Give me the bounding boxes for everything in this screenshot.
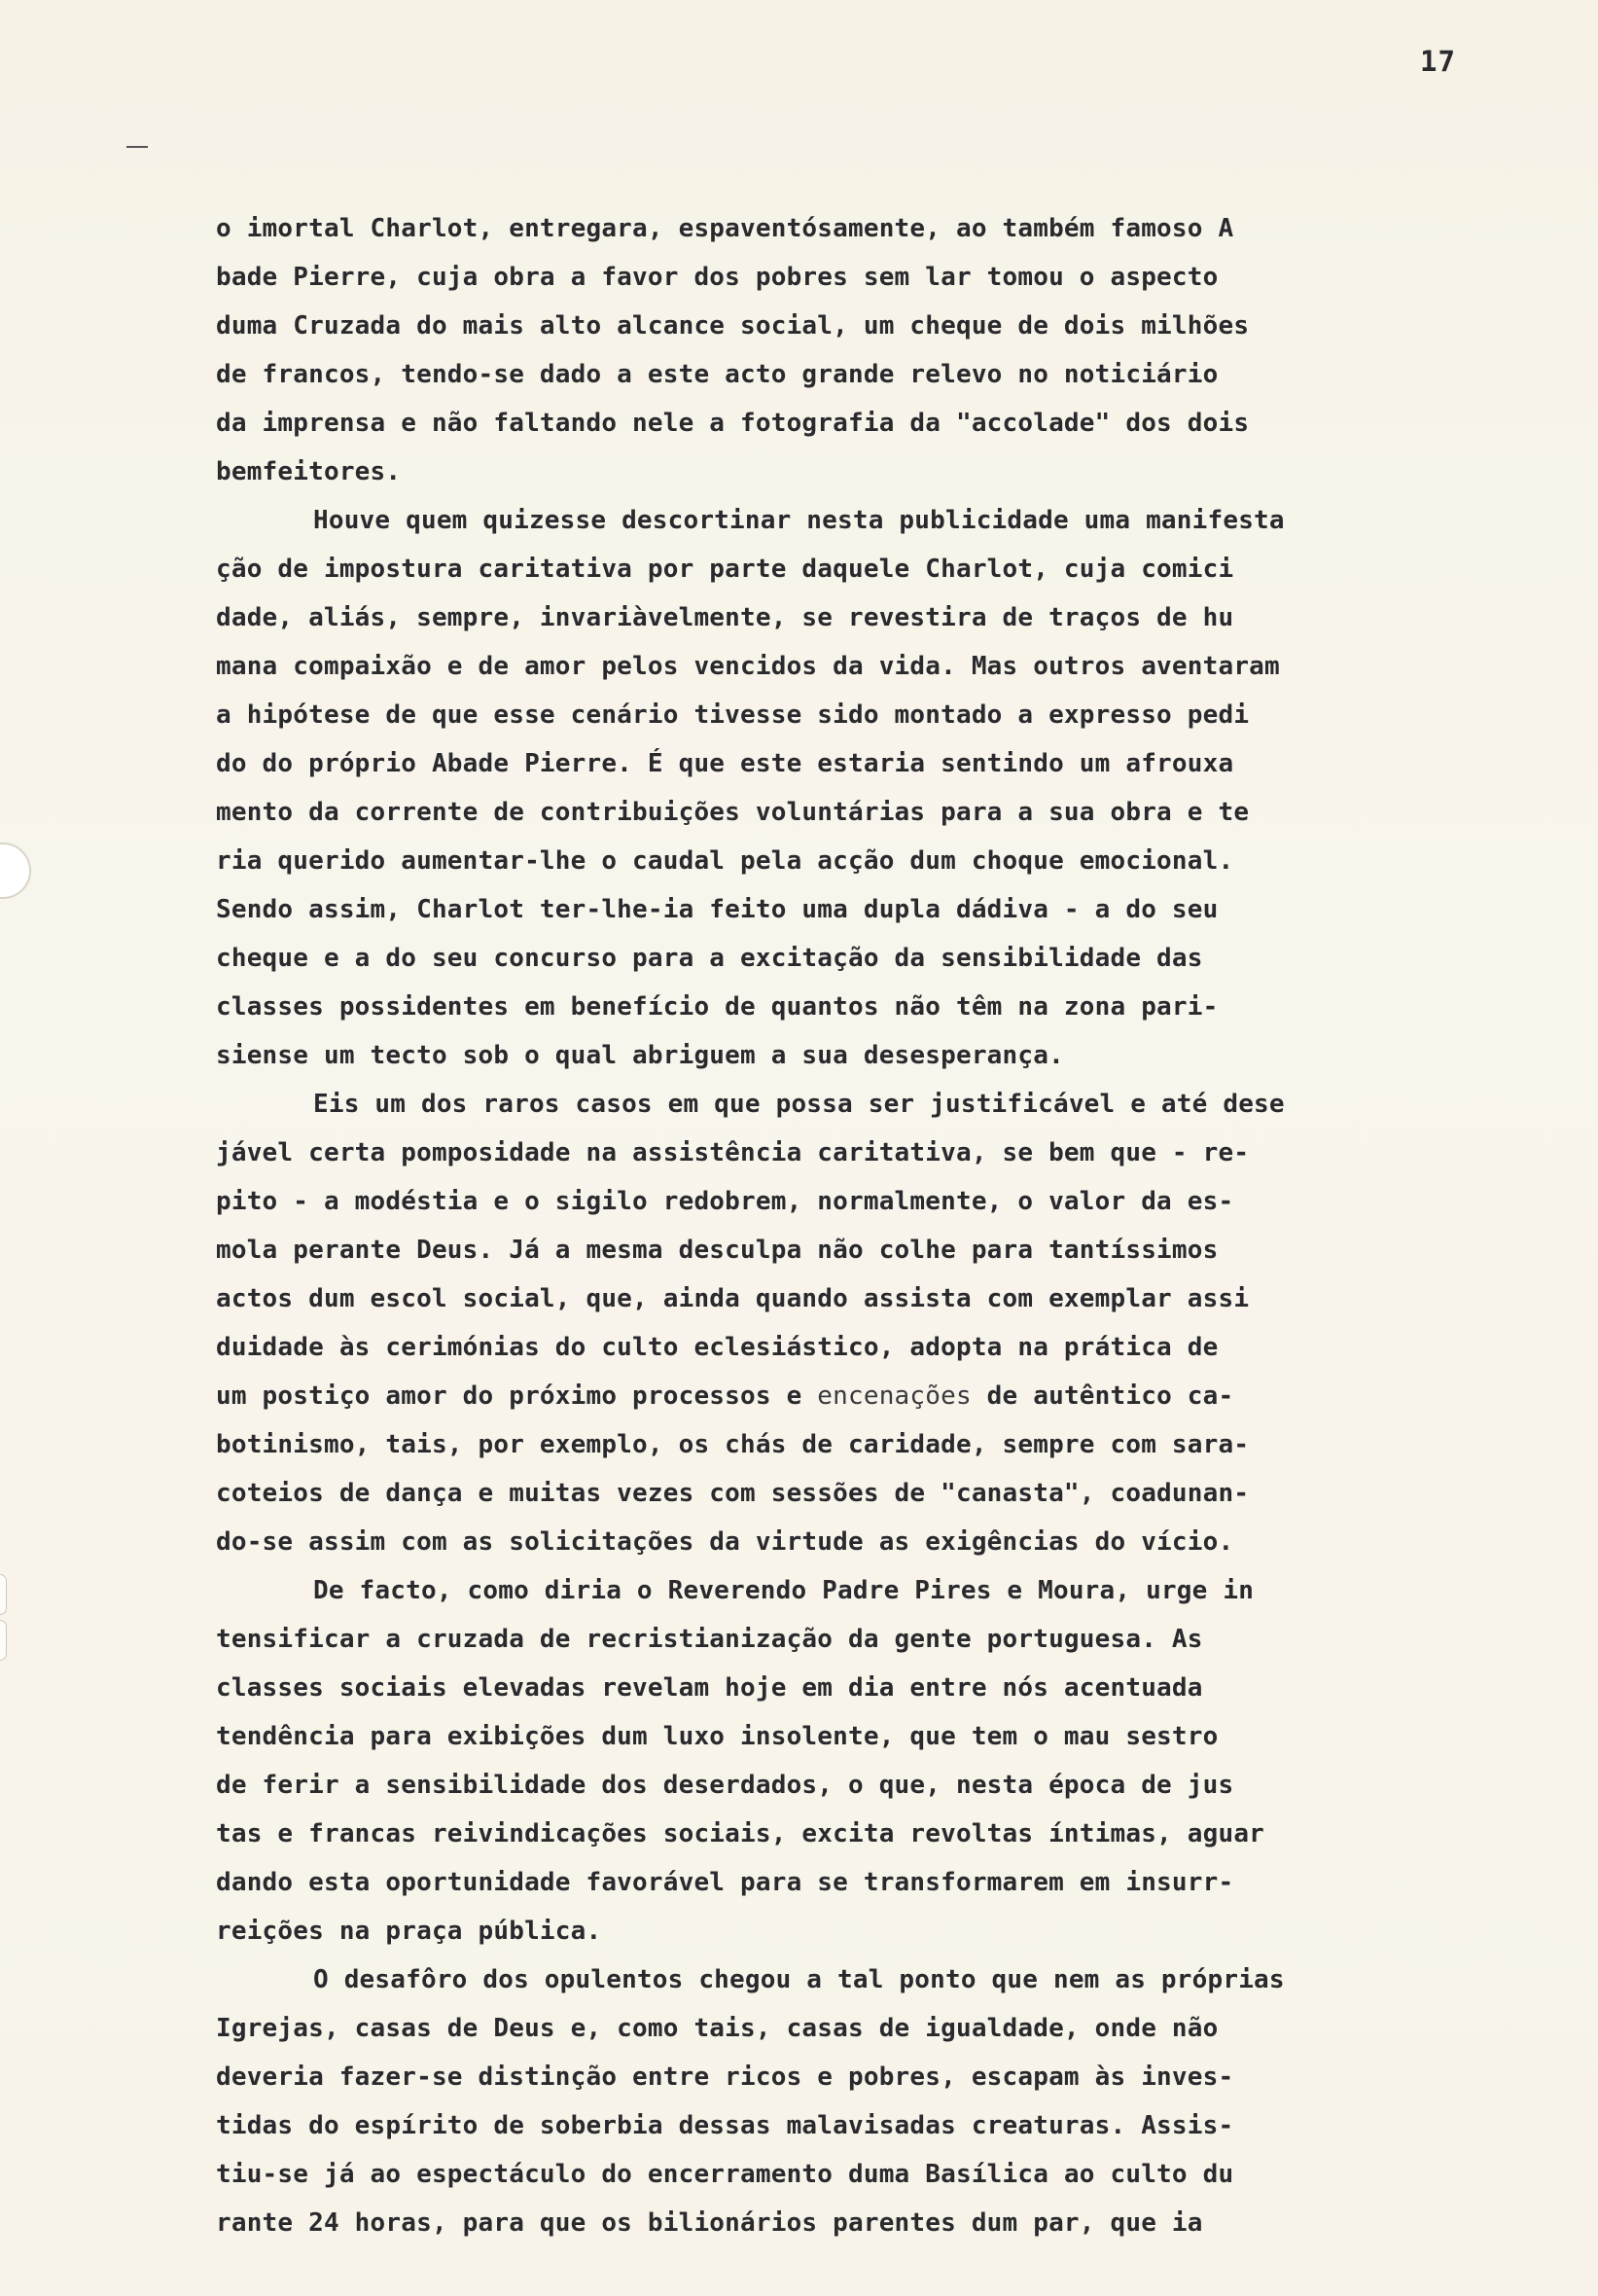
text-line: mola perante Deus. Já a mesma desculpa não colhe para tantíssimos [216,1236,1219,1265]
text-line: pito - a modéstia e o sigilo redobrem, normalmente, o valor da es- [216,1187,1234,1216]
text-line: botinismo, tais, por exemplo, os chás de caridade, sempre com sara- [216,1430,1250,1459]
text-line: tiu-se já ao espectáculo do encerramento duma Basílica ao culto du [216,2160,1234,2189]
text-line: de francos, tendo-se dado a este acto grande relevo no noticiário [216,360,1219,389]
page-number: 17 [1420,45,1456,78]
text-line: classes sociais elevadas revelam hoje em dia entre nós acentuada [216,1673,1203,1703]
text-line: classes possidentes em benefício de quantos não têm na zona pari- [216,992,1219,1022]
text-line: tendência para exibições dum luxo insolente, que tem o mau sestro [216,1722,1219,1751]
text-line: de ferir a sensibilidade dos deserdados, o que, nesta época de jus [216,1771,1234,1800]
text-line: coteios de dança e muitas vezes com sessões de "canasta", coadunan- [216,1479,1250,1508]
text-line: tas e francas reivindicações sociais, excita revoltas íntimas, aguar [216,1819,1265,1848]
text-line: a hipótese de que esse cenário tivesse sido montado a expresso pedi [216,700,1250,730]
text-line: ção de impostura caritativa por parte daquele Charlot, cuja comici [216,555,1234,584]
margin-mark [126,146,148,148]
text-line: tidas do espírito de soberbia dessas malavisadas creaturas. Assis- [216,2111,1234,2140]
text-line: dando esta oportunidade favorável para se transformarem em insurr- [216,1868,1234,1897]
text-fragment: de autêntico ca- [971,1381,1234,1411]
text-line: siense um tecto sob o qual abriguem a sua desesperança. [216,1041,1064,1070]
text-line: da imprensa e não faltando nele a fotografia da "accolade" dos dois [216,409,1250,438]
text-line: dade, aliás, sempre, invariàvelmente, se revestira de traços de hu [216,603,1234,632]
text-line: do do próprio Abade Pierre. É que este estaria sentindo um afrouxa [216,749,1234,778]
text-line: reições na praça pública. [216,1917,602,1946]
text-line: Sendo assim, Charlot ter-lhe-ia feito uma dupla dádiva - a do seu [216,895,1219,924]
text-line: bemfeitores. [216,457,402,486]
edge-mark [0,1574,7,1615]
text-line: duidade às cerimónias do culto eclesiástico, adopta na prática de [216,1333,1219,1362]
text-line: actos dum escol social, que, ainda quando assista com exemplar assi [216,1284,1250,1313]
text-line: Igrejas, casas de Deus e, como tais, casas de igualdade, onde não [216,2014,1219,2043]
text-line: Houve quem quizesse descortinar nesta publicidade uma manifesta [313,506,1285,535]
text-line [216,1372,1519,1420]
text-fragment: um postiço amor do próximo processos e [216,1381,818,1411]
body-text [216,204,1519,2247]
punch-hole [0,843,31,899]
text-line: mana compaixão e de amor pelos vencidos da vida. Mas outros aventaram [216,652,1280,681]
text-line: bade Pierre, cuja obra a favor dos pobres sem lar tomou o aspecto [216,263,1219,292]
text-line: o imortal Charlot, entregara, espaventósamente, ao também famoso A [216,214,1234,243]
text-line: ria querido aumentar-lhe o caudal pela acção dum choque emocional. [216,846,1234,876]
text-line: Eis um dos raros casos em que possa ser justificável e até dese [313,1090,1285,1119]
text-line: do-se assim com as solicitações da virtude as exigências do vício. [216,1527,1234,1557]
text-line: O desafôro dos opulentos chegou a tal ponto que nem as próprias [313,1965,1285,1994]
text-line: De facto, como diria o Reverendo Padre Pires e Moura, urge in [313,1576,1255,1605]
text-line: cheque e a do seu concurso para a excitação da sensibilidade das [216,944,1203,973]
text-line: tensificar a cruzada de recristianização da gente portuguesa. As [216,1625,1203,1654]
text-fragment-light: encenações [817,1381,972,1411]
text-line: deveria fazer-se distinção entre ricos e pobres, escapam às inves- [216,2063,1234,2092]
text-line: jável certa pomposidade na assistência caritativa, se bem que - re- [216,1138,1250,1167]
text-line: rante 24 horas, para que os bilionários parentes dum par, que ia [216,2208,1203,2238]
edge-mark [0,1620,7,1661]
text-line: mento da corrente de contribuições voluntárias para a sua obra e te [216,798,1250,827]
text-line: duma Cruzada do mais alto alcance social, um cheque de dois milhões [216,311,1250,341]
